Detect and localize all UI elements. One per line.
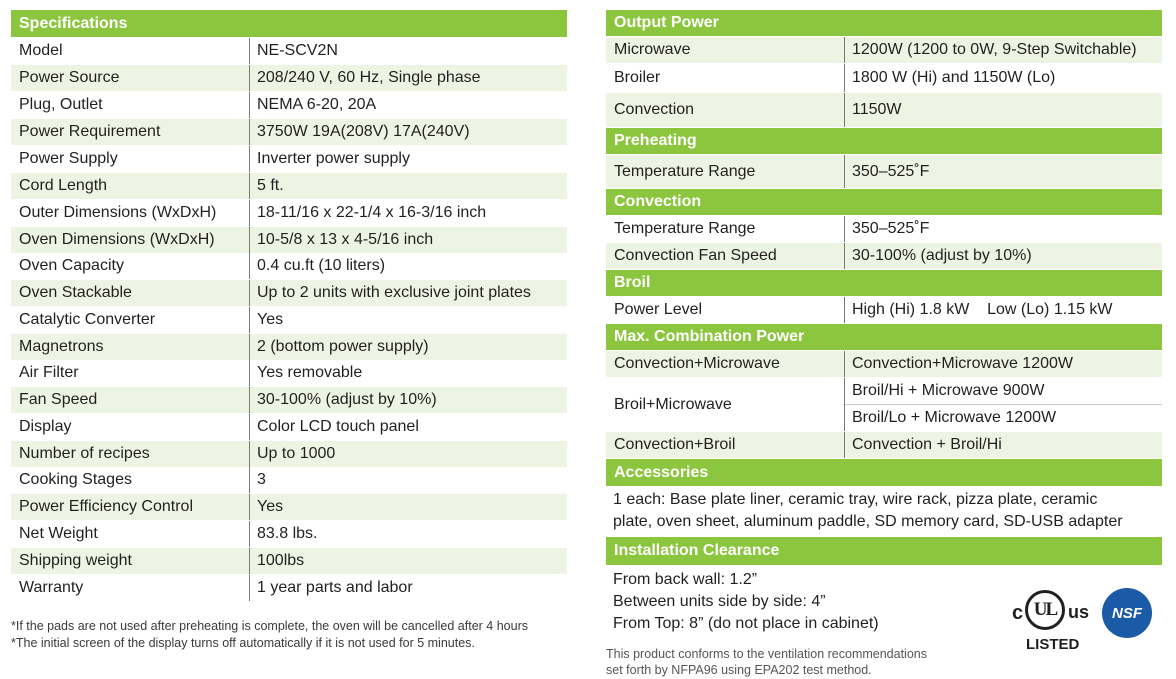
spec-value: 30-100% (adjust by 10%) [249,387,437,413]
nsf-mark: NSF [1112,604,1142,622]
spec-label: Plug, Outlet [19,96,103,113]
spec-value: NE-SCV2N [249,38,338,64]
broil-row-power [606,297,1162,323]
spec-row [11,548,567,574]
spec-label: Fan Speed [19,391,98,408]
combo-value-convection-broil: Convection + Broil/Hi [844,432,1002,458]
spec-label: Model [19,42,63,59]
ul-mark: UL [1033,599,1057,620]
nsf-logo [1102,588,1152,638]
combo-value-broil-lo: Broil/Lo + Microwave 1200W [852,408,1057,426]
ventilation-note-1: This product conforms to the ventilation recommendations [606,647,927,661]
spec-value: 3750W 19A(208V) 17A(240V) [249,119,470,145]
broil-label-power: Power Level [614,301,703,318]
spec-row [11,307,567,333]
combo-divider [845,404,1162,405]
convection-row-fan [606,243,1162,269]
combo-label-convection-microwave: Convection+Microwave [614,355,780,372]
output-label-microwave: Microwave [614,41,691,58]
spec-value: 2 (bottom power supply) [249,334,429,360]
convection-row-temperature [606,216,1162,242]
spec-value: Inverter power supply [249,146,410,172]
convection-label-fan: Convection Fan Speed [614,247,777,264]
footnote-2: *The initial screen of the display turns off automatically if it is not used for 5 minutes. [11,636,475,650]
combo-row-convection-broil [606,432,1162,458]
convection-header: Convection [606,189,1162,215]
output-value-microwave: 1200W (1200 to 0W, 9-Step Switchable) [844,37,1137,63]
installation-top: From Top: 8” (do not place in cabinet) [613,615,879,632]
combo-row-convection-microwave [606,351,1162,377]
installation-back-wall: From back wall: 1.2” [613,571,758,588]
spec-value: NEMA 6-20, 20A [249,92,376,118]
spec-row [11,253,567,279]
spec-row [11,441,567,467]
spec-row [11,521,567,547]
output-row-convection [606,93,1162,127]
accessories-header: Accessories [606,459,1162,486]
spec-value: Yes removable [249,360,362,386]
output-label-broiler: Broiler [614,69,661,86]
spec-row [11,414,567,440]
spec-label: Oven Stackable [19,284,132,301]
spec-value: Up to 2 units with exclusive joint plates [249,280,531,306]
spec-label: Outer Dimensions (WxDxH) [19,204,217,221]
spec-label: Power Source [19,69,120,86]
ul-c-mark: c [1012,602,1024,624]
spec-label: Cooking Stages [19,471,132,488]
spec-row [11,280,567,306]
spec-value: 1 year parts and labor [249,575,413,601]
ventilation-note-2: set forth by NFPA96 using EPA202 test method. [606,663,872,677]
installation-header: Installation Clearance [606,537,1162,565]
spec-label: Cord Length [19,177,108,194]
spec-label: Oven Dimensions (WxDxH) [19,231,215,248]
ul-circle-icon [1025,590,1065,630]
spec-label: Shipping weight [19,552,132,569]
convection-value-temperature: 350–525˚F [844,216,929,242]
combo-label-convection-broil: Convection+Broil [614,436,736,453]
spec-label: Oven Capacity [19,257,124,274]
spec-row [11,92,567,118]
spec-row [11,119,567,145]
spec-row [11,65,567,91]
spec-value: 83.8 lbs. [249,521,317,547]
spec-value: Yes [249,307,283,333]
output-value-convection: 1150W [844,93,902,127]
spec-label: Power Requirement [19,123,161,140]
spec-value: Color LCD touch panel [249,414,419,440]
spec-value: 100lbs [249,548,304,574]
spec-value: Up to 1000 [249,441,335,467]
max-combination-header: Max. Combination Power [606,324,1162,350]
spec-row [11,173,567,199]
broil-value-power: High (Hi) 1.8 kW Low (Lo) 1.15 kW [844,297,1113,323]
combo-value-convection-microwave: Convection+Microwave 1200W [844,351,1073,377]
spec-row [11,387,567,413]
preheating-value-temperature: 350–525˚F [844,155,929,188]
accessories-line-1: 1 each: Base plate liner, ceramic tray, wire rack, pizza plate, ceramic [613,491,1098,508]
output-label-convection: Convection [614,101,695,118]
specifications-header: Specifications [11,10,567,37]
spec-row [11,494,567,520]
spec-label: Air Filter [19,364,79,381]
combo-label-broil-microwave: Broil+Microwave [614,395,732,413]
spec-value: 208/240 V, 60 Hz, Single phase [249,65,481,91]
spec-row [11,200,567,226]
ul-us-mark: us [1068,602,1090,622]
output-power-header: Output Power [606,10,1162,36]
convection-label-temperature: Temperature Range [614,220,756,237]
spec-label: Catalytic Converter [19,311,156,328]
spec-row [11,38,567,64]
spec-label: Net Weight [19,525,98,542]
spec-row [11,227,567,253]
spec-value: Yes [249,494,283,520]
footnote-1: *If the pads are not used after preheating is complete, the oven will be cancelled after 4 hours [11,619,528,633]
spec-label: Number of recipes [19,445,150,462]
output-row-broiler [606,64,1162,92]
spec-row [11,575,567,601]
preheating-row-temperature [606,155,1162,188]
combo-value-broil-hi: Broil/Hi + Microwave 900W [852,382,1045,400]
spec-row [11,334,567,360]
spec-row [11,467,567,493]
spec-value: 18-11/16 x 22-1/4 x 16-3/16 inch [249,200,486,226]
spec-value: 10-5/8 x 13 x 4-5/16 inch [249,227,433,253]
spec-label: Power Supply [19,150,118,167]
spec-row [11,360,567,386]
broil-header: Broil [606,270,1162,296]
output-value-broiler: 1800 W (Hi) and 1150W (Lo) [844,64,1055,92]
ul-listed-logo [1012,586,1102,658]
spec-label: Display [19,418,72,435]
output-row-microwave [606,37,1162,63]
spec-value: 5 ft. [249,173,284,199]
spec-label: Magnetrons [19,338,104,355]
spec-value: 0.4 cu.ft (10 liters) [249,253,385,279]
spec-label: Warranty [19,579,84,596]
spec-row [11,146,567,172]
accessories-line-2: plate, oven sheet, aluminum paddle, SD memory card, SD-USB adapter [613,513,1123,530]
spec-label: Power Efficiency Control [19,498,193,515]
preheating-header: Preheating [606,128,1162,154]
ul-listed-text: LISTED [1026,636,1080,653]
convection-value-fan: 30-100% (adjust by 10%) [844,243,1032,269]
installation-side: Between units side by side: 4” [613,593,826,610]
preheating-label-temperature: Temperature Range [614,162,756,180]
spec-value: 3 [249,467,266,493]
